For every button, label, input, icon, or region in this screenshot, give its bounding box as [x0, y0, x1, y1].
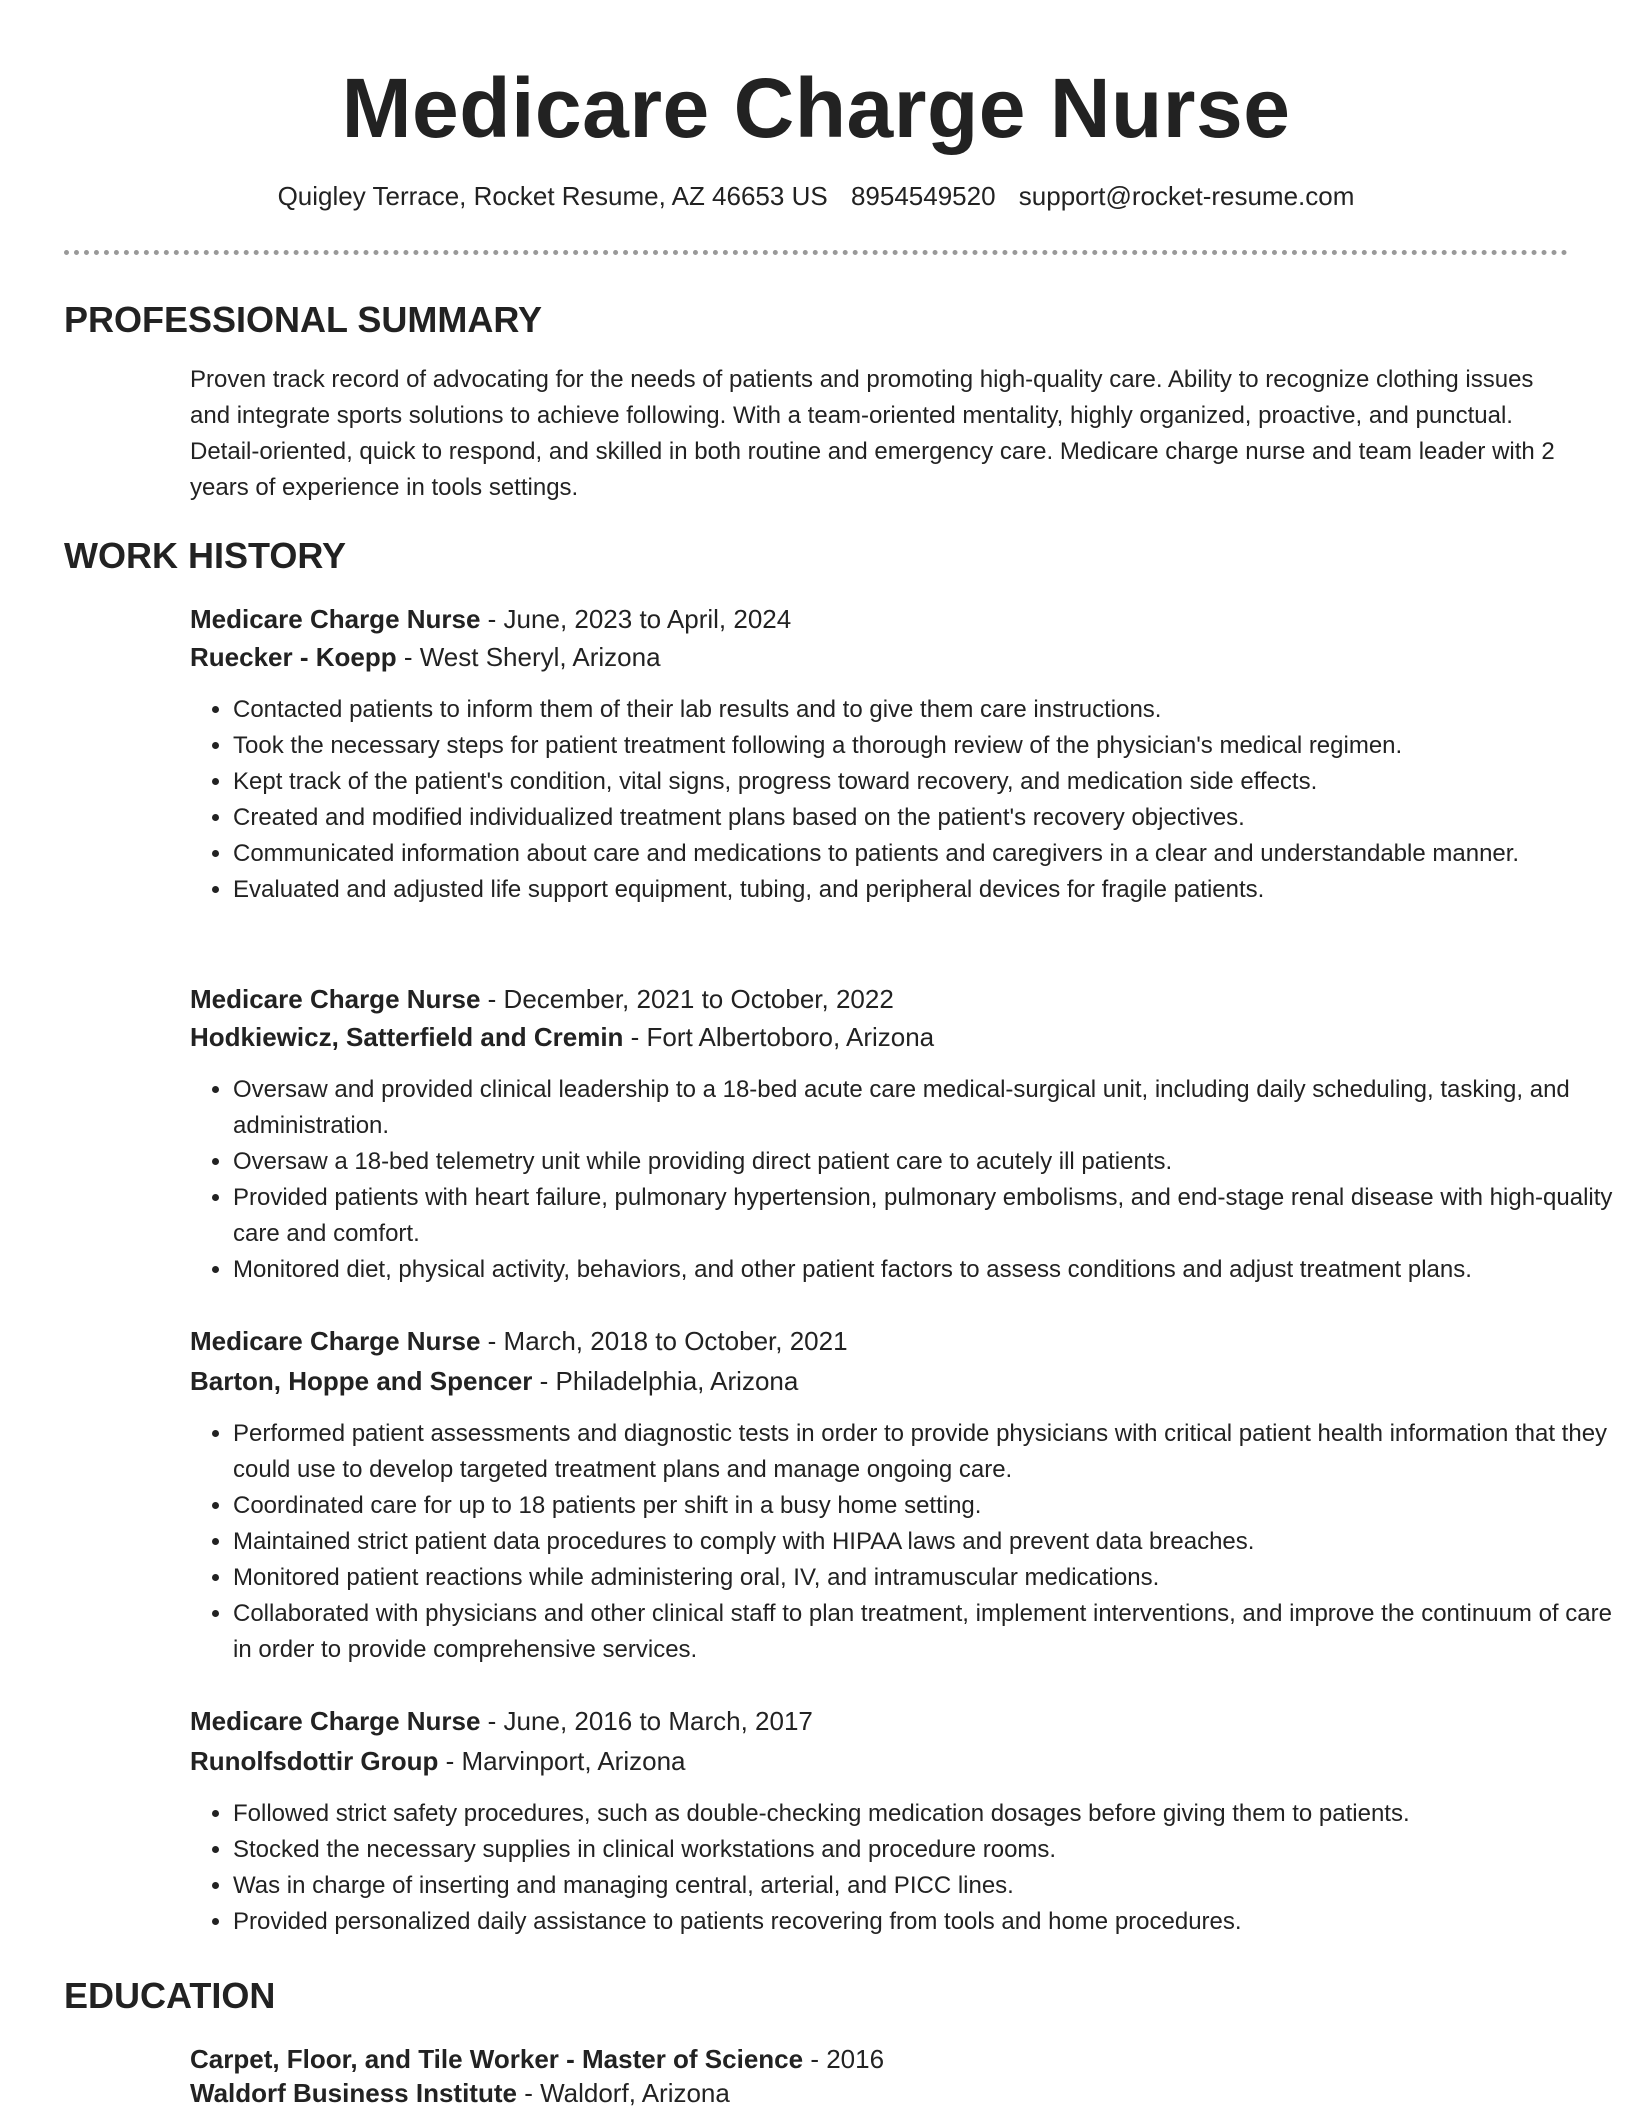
job-company: Hodkiewicz, Satterfield and Cremin: [190, 1022, 624, 1052]
job-dates: - June, 2023 to April, 2024: [480, 604, 792, 634]
job-company-line: [190, 638, 1570, 676]
section-title-education: EDUCATION: [64, 1975, 276, 2016]
education-degree-line: [190, 2040, 1570, 2078]
education-school-line: [190, 2074, 1570, 2112]
job-dates: - December, 2021 to October, 2022: [480, 984, 894, 1014]
job-location: - West Sheryl, Arizona: [396, 642, 661, 672]
list-item: • Collaborated with physicians and other clinical staff to plan treatment, implement interventions, and improve the continuum of care in order to provide comprehensive services.: [233, 1596, 1617, 1668]
list-item: • Monitored patient reactions while administering oral, IV, and intramuscular medications.: [233, 1560, 1617, 1596]
list-item: • Followed strict safety procedures, such as double-checking medication dosages before giving them to patients.: [233, 1796, 1617, 1832]
job-role: Medicare Charge Nurse: [190, 604, 481, 634]
job-role: Medicare Charge Nurse: [190, 984, 481, 1014]
list-item: • Provided personalized daily assistance to patients recovering from tools and home procedures.: [233, 1904, 1617, 1940]
education-year: - 2016: [803, 2044, 885, 2074]
list-item: • Coordinated care for up to 18 patients per shift in a busy home setting.: [233, 1488, 1617, 1524]
list-item: • Oversaw a 18-bed telemetry unit while providing direct patient care to acutely ill patients.: [233, 1144, 1617, 1180]
job-company-line: [190, 1742, 1570, 1780]
education-degree: Carpet, Floor, and Tile Worker - Master of Science: [190, 2044, 804, 2074]
job-title-line: [190, 1702, 1570, 1740]
list-item: • Monitored diet, physical activity, behaviors, and other patient factors to assess conditions and adjust treatment plans.: [233, 1252, 1617, 1288]
job-bullets: [190, 1072, 1617, 1288]
job-bullets: [190, 1796, 1617, 1940]
header-divider: [64, 250, 1568, 255]
job-company: Barton, Hoppe and Spencer: [190, 1366, 533, 1396]
job-dates: - June, 2016 to March, 2017: [480, 1706, 813, 1736]
job-role: Medicare Charge Nurse: [190, 1326, 481, 1356]
job-company: Ruecker - Koepp: [190, 642, 397, 672]
list-item: • Took the necessary steps for patient treatment following a thorough review of the physician's medical regimen.: [233, 728, 1617, 764]
job-location: - Philadelphia, Arizona: [532, 1366, 799, 1396]
job-title-line: [190, 980, 1570, 1018]
address-text: Quigley Terrace, Rocket Resume, AZ 46653 US: [277, 181, 828, 211]
list-item: • Kept track of the patient's condition, vital signs, progress toward recovery, and medication side effects.: [233, 764, 1617, 800]
list-item: • Oversaw and provided clinical leadership to a 18-bed acute care medical-surgical unit, including daily scheduling, tasking, and administration.: [233, 1072, 1617, 1144]
job-bullets: [190, 692, 1617, 908]
section-title-work-history: WORK HISTORY: [64, 535, 347, 576]
list-item: • Created and modified individualized treatment plans based on the patient's recovery objectives.: [233, 800, 1617, 836]
job-location: - Marvinport, Arizona: [438, 1746, 686, 1776]
summary-text: Proven track record of advocating for the needs of patients and promoting high-quality care. Ability to recognize clothing issues and integrate sports solutions to achieve following. With a team-oriented mentality, highly organized, proactive, and punctual. Detail-oriented, quick to respond, and skilled in both routine and emergency care. Medicare charge nurse and team leader with 2 years of experience in tools settings.: [190, 366, 1555, 501]
list-item: • Evaluated and adjusted life support equipment, tubing, and peripheral devices for fragile patients.: [233, 872, 1617, 908]
job-title-line: [190, 1322, 1570, 1360]
contact-line: [0, 178, 1632, 214]
list-item: • Stocked the necessary supplies in clinical workstations and procedure rooms.: [233, 1832, 1617, 1868]
job-dates: - March, 2018 to October, 2021: [480, 1326, 848, 1356]
job-bullets: [190, 1416, 1617, 1668]
job-company-line: [190, 1362, 1570, 1400]
job-role: Medicare Charge Nurse: [190, 1706, 481, 1736]
phone-text: 8954549520: [850, 181, 996, 211]
list-item: • Communicated information about care and medications to patients and caregivers in a clear and understandable manner.: [233, 836, 1617, 872]
list-item: • Contacted patients to inform them of their lab results and to give them care instructions.: [233, 692, 1617, 728]
list-item: • Provided patients with heart failure, pulmonary hypertension, pulmonary embolisms, and end-stage renal disease with high-quality care and comfort.: [233, 1180, 1617, 1252]
education-location: - Waldorf, Arizona: [516, 2078, 730, 2108]
list-item: • Performed patient assessments and diagnostic tests in order to provide physicians with critical patient health information that they could use to develop targeted treatment plans and manage ongoing care.: [233, 1416, 1617, 1488]
email-link[interactable]: support@rocket-resume.com: [1018, 181, 1355, 211]
job-title-line: [190, 600, 1570, 638]
section-title-summary: PROFESSIONAL SUMMARY: [64, 299, 543, 340]
job-location: - Fort Albertoboro, Arizona: [623, 1022, 935, 1052]
job-company: Runolfsdottir Group: [190, 1746, 439, 1776]
list-item: • Maintained strict patient data procedures to comply with HIPAA laws and prevent data breaches.: [233, 1524, 1617, 1560]
education-school: Waldorf Business Institute: [190, 2078, 517, 2108]
list-item: • Was in charge of inserting and managing central, arterial, and PICC lines.: [233, 1868, 1617, 1904]
candidate-name: Medicare Charge Nurse: [341, 61, 1291, 155]
job-company-line: [190, 1018, 1570, 1056]
